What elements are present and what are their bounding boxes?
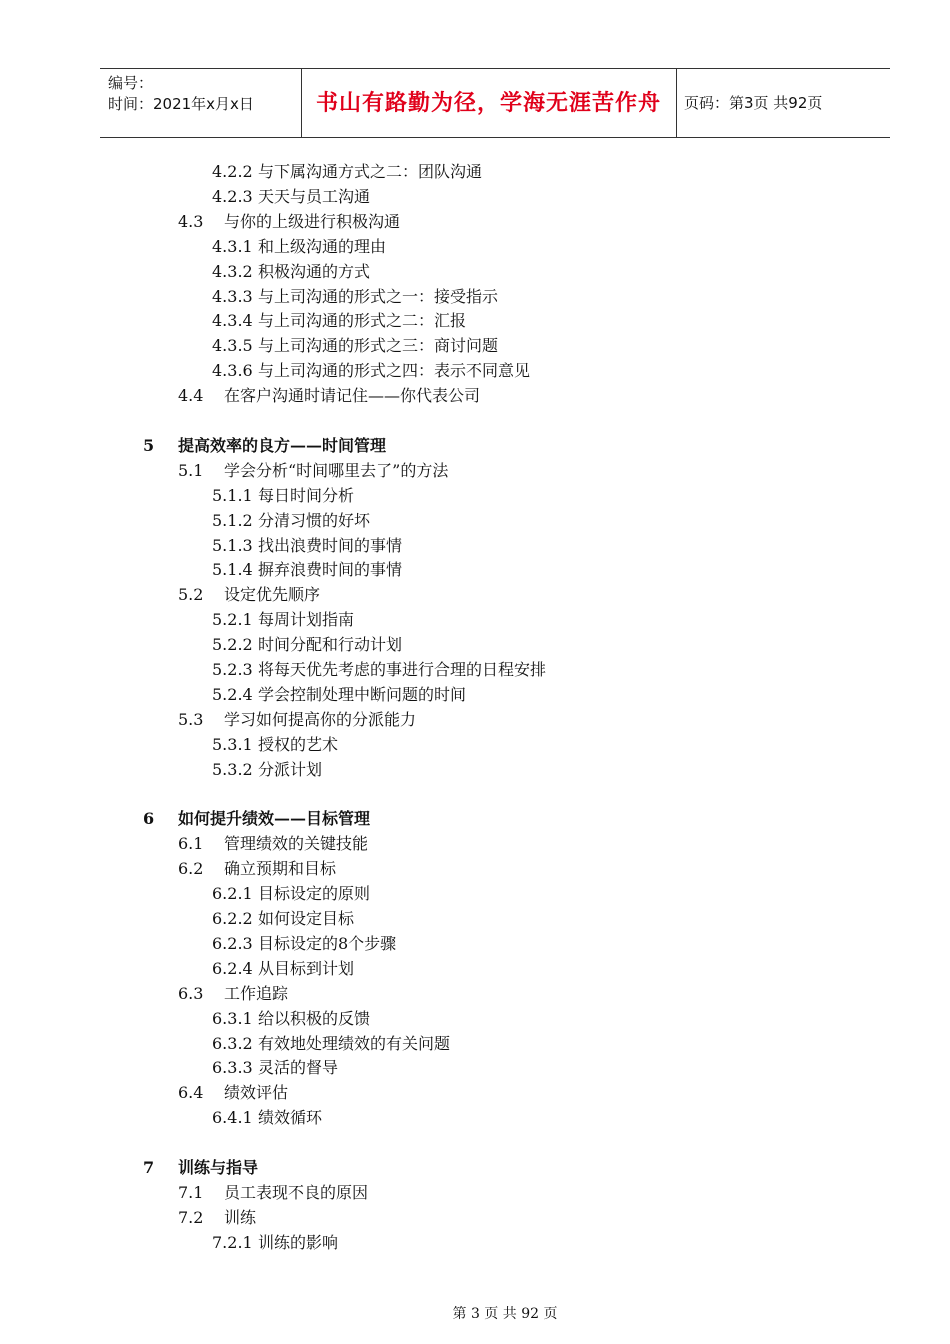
toc-entry-number: 5.2.1: [212, 610, 253, 630]
toc-entry-number: 5.1.2: [212, 510, 253, 530]
toc-entry-title: 摒弃浪费时间的事情: [258, 560, 403, 580]
toc-entry-title: 工作追踪: [224, 983, 289, 1003]
toc-entry-level-3: [212, 334, 498, 358]
toc-entry-title: 绩效循环: [258, 1108, 323, 1128]
toc-entry-number: 5.2.4: [212, 684, 253, 704]
toc-entry-title: 学会控制处理中断问题的时间: [258, 684, 467, 704]
toc-entry-title: 目标设定的原则: [258, 884, 371, 904]
toc-entry-number: 5.1.4: [212, 560, 253, 580]
toc-entry-number: 7.2.1: [212, 1232, 253, 1252]
toc-entry-title: 分派计划: [258, 759, 323, 779]
toc-entry-number: 5.3: [178, 709, 204, 729]
toc-entry-title: 与上司沟通的形式之四：表示不同意见: [258, 361, 531, 381]
toc-entry-level-3: [212, 1231, 338, 1255]
toc-entry-title: 员工表现不良的原因: [224, 1182, 369, 1202]
toc-entry-title: 有效地处理绩效的有关问题: [258, 1033, 451, 1053]
toc-entry-number: 6.2.4: [212, 958, 253, 978]
toc-entry-title: 学会分析“时间哪里去了”的方法: [224, 460, 449, 480]
toc-entry-title: 如何提升绩效——目标管理: [178, 809, 371, 829]
toc-entry-number: 4.2.3: [212, 186, 253, 206]
toc-entry-title: 训练的影响: [258, 1232, 339, 1252]
toc-entry-title: 设定优先顺序: [224, 585, 321, 605]
toc-entry-level-3: [212, 285, 498, 309]
toc-entry-title: 和上级沟通的理由: [258, 236, 387, 256]
toc-entry-number: 6.4.1: [212, 1108, 253, 1128]
toc-entry-title: 授权的艺术: [258, 734, 339, 754]
toc-entry-number: 5.2: [178, 585, 204, 605]
toc-entry-title: 每日时间分析: [258, 485, 355, 505]
toc-entry-level-3: [212, 1032, 450, 1056]
toc-entry-level-1: [143, 807, 370, 831]
toc-entry-level-2: [178, 832, 368, 856]
toc-entry-number: 6.2: [178, 859, 204, 879]
page-footer: 第 3 页 共 92 页: [452, 1306, 558, 1322]
toc-entry-level-3: [212, 309, 466, 333]
header-number-label: 编号：: [108, 74, 154, 92]
toc-entry-title: 提高效率的良方——时间管理: [178, 435, 387, 455]
toc-entry-level-3: [212, 160, 482, 184]
toc-entry-level-3: [212, 1056, 338, 1080]
toc-entry-title: 给以积极的反馈: [258, 1008, 371, 1028]
header-divider-right: [676, 69, 677, 137]
toc-entry-number: 6.4: [178, 1083, 204, 1103]
toc-entry-level-3: [212, 683, 466, 707]
header-meta: [108, 69, 300, 141]
toc-entry-number: 6.3: [178, 983, 204, 1003]
toc-entry-number: 6.3.3: [212, 1058, 253, 1078]
toc-entry-title: 训练: [224, 1207, 257, 1227]
page-header: [100, 68, 890, 138]
toc-entry-number: 5.1.1: [212, 485, 253, 505]
toc-entry-title: 目标设定的8个步骤: [258, 933, 397, 953]
toc-entry-level-3: [212, 733, 338, 757]
toc-entry-level-3: [212, 907, 354, 931]
toc-entry-level-3: [212, 359, 530, 383]
toc-entry-title: 从目标到计划: [258, 958, 355, 978]
toc-entry-number: 6.2.1: [212, 884, 253, 904]
toc-entry-number: 6.1: [178, 834, 204, 854]
toc-entry-level-3: [212, 1106, 322, 1130]
toc-entry-level-2: [178, 1181, 368, 1205]
header-page-info: 页码：第3页 共92页: [684, 94, 823, 112]
toc-entry-title: 管理绩效的关键技能: [224, 834, 369, 854]
toc-entry-level-1: [143, 434, 386, 458]
toc-entry-number: 4.3.6: [212, 361, 253, 381]
toc-entry-title: 与上司沟通的形式之三：商讨问题: [258, 336, 499, 356]
toc-entry-number: 4.3.2: [212, 261, 253, 281]
toc-entry-level-3: [212, 185, 370, 209]
toc-entry-title: 与下属沟通方式之二：团队沟通: [258, 162, 483, 181]
toc-entry-number: 4.3.3: [212, 286, 253, 306]
toc-entry-level-3: [212, 1007, 370, 1031]
toc-entry-title: 时间分配和行动计划: [258, 635, 403, 655]
toc-entry-level-3: [212, 558, 402, 582]
toc-entry-level-2: [178, 583, 320, 607]
toc-entry-title: 将每天优先考虑的事进行合理的日程安排: [258, 660, 547, 679]
toc-entry-level-3: [212, 658, 546, 682]
toc-entry-number: 7.1: [178, 1182, 204, 1202]
toc-entry-number: 4.3: [178, 211, 204, 231]
toc-entry-title: 积极沟通的方式: [258, 261, 371, 281]
toc-entry-number: 4.3.1: [212, 236, 253, 256]
toc-entry-title: 与上司沟通的形式之二：汇报: [258, 311, 467, 331]
toc-entry-number: 6.2.2: [212, 909, 253, 928]
toc-entry-number: 5.1.3: [212, 535, 253, 555]
toc-entry-level-1: [143, 1156, 258, 1180]
toc-entry-number: 6.2.3: [212, 933, 253, 953]
toc-entry-level-2: [178, 1081, 288, 1105]
toc-entry-level-3: [212, 932, 396, 956]
toc-entry-title: 找出浪费时间的事情: [258, 535, 403, 555]
toc-entry-level-2: [178, 982, 288, 1006]
toc-entry-level-3: [212, 235, 386, 259]
toc-entry-title: 绩效评估: [224, 1083, 289, 1103]
toc-entry-level-3: [212, 534, 402, 558]
toc-entry-number: 4.3.4: [212, 311, 253, 331]
toc-entry-number: 6: [143, 809, 155, 829]
toc-entry-title: 每周计划指南: [258, 610, 355, 630]
toc-entry-number: 5.2.3: [212, 660, 253, 679]
toc-entry-level-2: [178, 384, 480, 408]
toc-entry-title: 学习如何提高你的分派能力: [224, 709, 417, 729]
toc-entry-level-3: [212, 608, 354, 632]
header-time-label: 时间：2021年x月x日: [108, 95, 254, 113]
toc-entry-title: 确立预期和目标: [224, 859, 337, 879]
toc-entry-number: 7: [143, 1158, 155, 1177]
toc-entry-title: 与上司沟通的形式之一：接受指示: [258, 286, 499, 306]
toc-entry-number: 4.4: [178, 386, 204, 406]
toc-entry-number: 4.2.2: [212, 162, 253, 181]
toc-entry-level-3: [212, 260, 370, 284]
toc-entry-level-2: [178, 210, 400, 234]
toc-entry-level-3: [212, 758, 322, 782]
toc-entry-level-3: [212, 957, 354, 981]
toc-entry-title: 与你的上级进行积极沟通: [224, 211, 401, 231]
toc-entry-title: 天天与员工沟通: [258, 186, 371, 206]
toc-entry-level-3: [212, 882, 370, 906]
toc-entry-number: 4.3.5: [212, 336, 253, 356]
toc-entry-number: 5.3.2: [212, 759, 253, 779]
toc-entry-title: 在客户沟通时请记住——你代表公司: [224, 386, 481, 406]
toc-entry-level-2: [178, 1206, 256, 1230]
toc-entry-level-2: [178, 708, 416, 732]
toc-entry-number: 5.3.1: [212, 734, 253, 754]
toc-entry-title: 如何设定目标: [258, 909, 355, 928]
toc-entry-number: 6.3.1: [212, 1008, 253, 1028]
toc-entry-level-3: [212, 633, 402, 657]
toc-entry-level-3: [212, 509, 370, 533]
toc-entry-number: 6.3.2: [212, 1033, 253, 1053]
toc-entry-number: 7.2: [178, 1207, 204, 1227]
toc-entry-title: 训练与指导: [178, 1158, 259, 1177]
toc-entry-level-2: [178, 459, 448, 483]
toc-entry-level-3: [212, 484, 354, 508]
toc-entry-number: 5.1: [178, 460, 204, 480]
toc-entry-title: 灵活的督导: [258, 1058, 339, 1078]
toc-entry-number: 5: [143, 435, 155, 455]
header-motto: 书山有路勤为径，学海无涯苦作舟: [315, 90, 661, 116]
toc-entry-level-2: [178, 857, 336, 881]
toc-entry-title: 分清习惯的好坏: [258, 510, 371, 530]
toc-entry-number: 5.2.2: [212, 635, 253, 655]
